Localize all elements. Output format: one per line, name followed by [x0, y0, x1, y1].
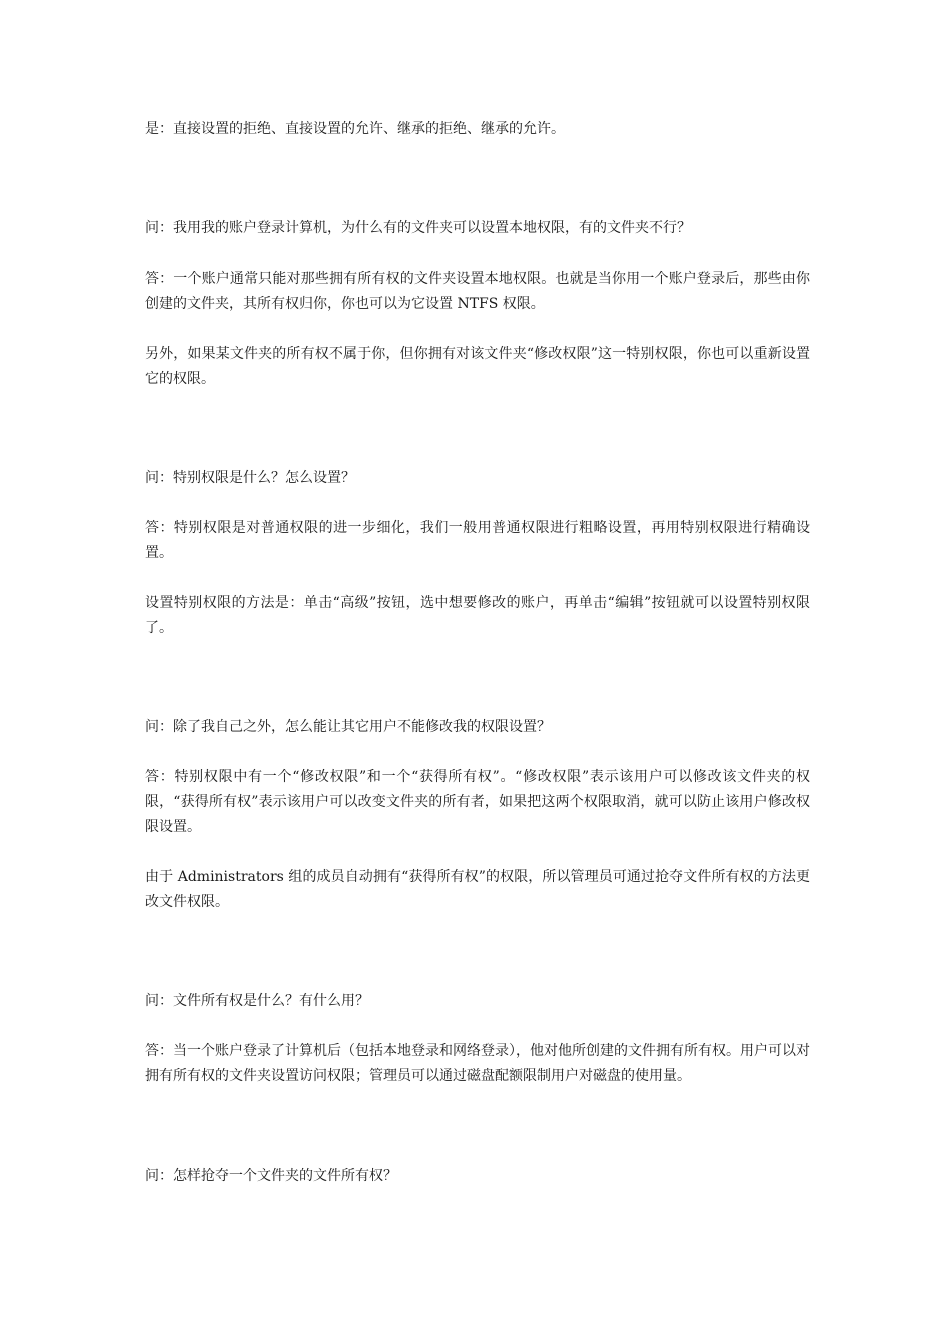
answer-paragraph: 答：一个账户通常只能对那些拥有所有权的文件夹设置本地权限。也就是当你用一个账户登录后，那些由你创建的文件夹，其所有权归你，你也可以为它设置 NTFS 权限。	[145, 271, 810, 312]
paragraph-text: 另外，如果某文件夹的所有权不属于你，但你拥有对该文件夹“修改权限”这一特别权限，你也可以重新设置它的权限。	[145, 346, 810, 387]
paragraph-text: 设置特别权限的方法是：单击“高级”按钮，选中想要修改的账户，再单击“编辑”按钮就可以设置特别权限了。	[145, 595, 810, 636]
answer-paragraph: 答：当一个账户登录了计算机后（包括本地登录和网络登录），他对他所创建的文件拥有所有权。用户可以对拥有所有权的文件夹设置访问权限；管理员可以通过磁盘配额限制用户对磁盘的使用量。	[145, 1043, 810, 1084]
answer-paragraph: 答：特别权限中有一个“修改权限”和一个“获得所有权”。“修改权限”表示该用户可以修改该文件夹的权限，“获得所有权”表示该用户可以改变文件夹的所有者，如果把这两个权限取消，就可以防止该用户修改权限设置。	[145, 769, 810, 835]
paragraph-text: 是：直接设置的拒绝、直接设置的允许、继承的拒绝、继承的允许。	[145, 121, 565, 137]
answer-paragraph: 答：特别权限是对普通权限的进一步细化，我们一般用普通权限进行粗略设置，再用特别权限进行精确设置。	[145, 520, 810, 561]
question-paragraph: 问：除了我自己之外，怎么能让其它用户不能修改我的权限设置？	[145, 719, 551, 735]
paragraph-text: 由于 Administrators 组的成员自动拥有“获得所有权”的权限，所以管理员可通过抢夺文件所有权的方法更改文件权限。	[145, 869, 810, 910]
question-paragraph: 问：特别权限是什么？怎么设置？	[145, 470, 355, 486]
question-paragraph: 问：文件所有权是什么？有什么用？	[145, 993, 369, 1009]
question-paragraph: 问：怎样抢夺一个文件夹的文件所有权？	[145, 1168, 397, 1184]
question-paragraph: 问：我用我的账户登录计算机，为什么有的文件夹可以设置本地权限，有的文件夹不行？	[145, 220, 691, 236]
